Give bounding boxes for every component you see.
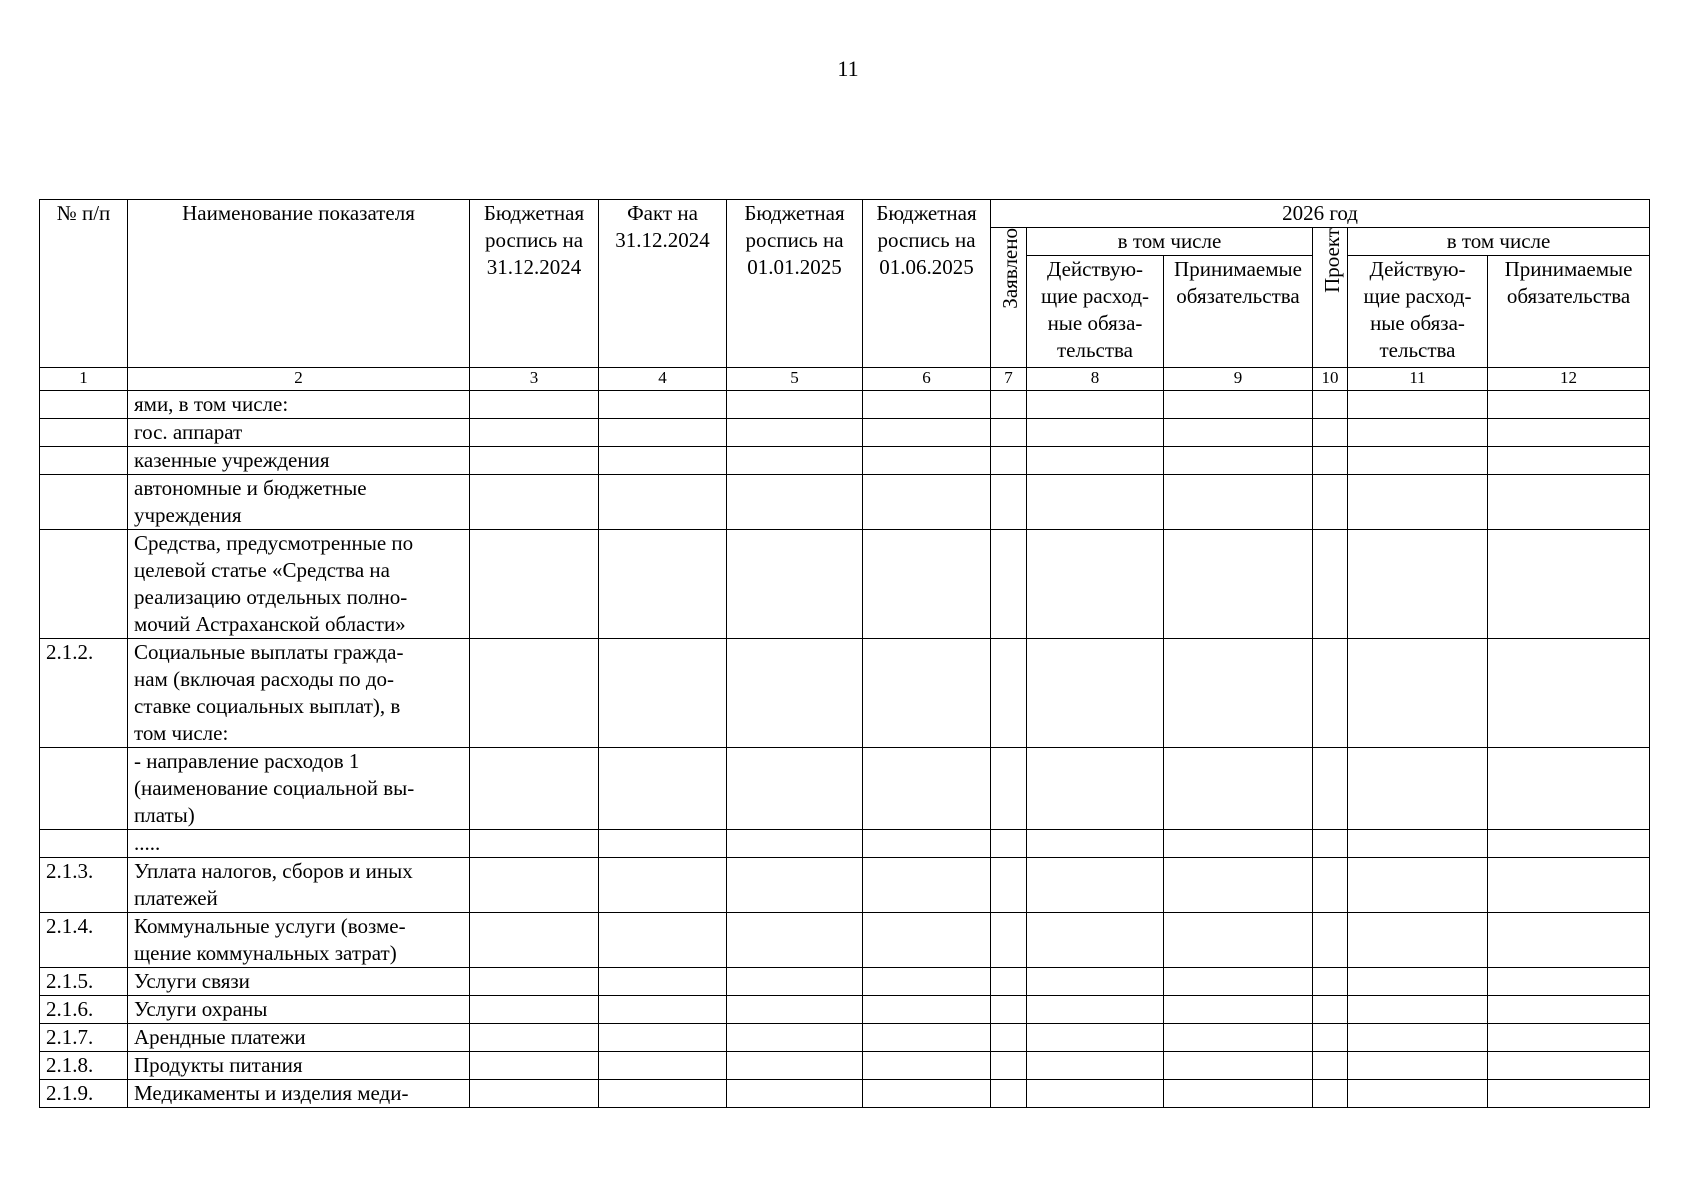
value-cell (1488, 968, 1650, 996)
value-cell (727, 1024, 863, 1052)
row-name: Средства, предусмотренные по целевой статье «Средства на реализацию отдельных полно- мочий Астраханской области» (128, 530, 470, 639)
value-cell (1164, 858, 1313, 913)
value-cell (991, 913, 1027, 968)
value-cell (1313, 996, 1348, 1024)
value-cell (470, 996, 599, 1024)
row-name: Арендные платежи (128, 1024, 470, 1052)
value-cell (1164, 913, 1313, 968)
value-cell (863, 1024, 991, 1052)
value-cell (991, 475, 1027, 530)
value-cell (470, 858, 599, 913)
table-row (40, 996, 1650, 1024)
header-project-cell (1313, 228, 1348, 368)
row-number: 2.1.2. (40, 639, 128, 748)
value-cell (727, 419, 863, 447)
value-cell (1313, 748, 1348, 830)
column-number: 10 (1313, 368, 1348, 391)
value-cell (991, 419, 1027, 447)
page-number: 11 (837, 56, 859, 81)
row-number (40, 748, 128, 830)
value-cell (1027, 996, 1164, 1024)
row-name: - направление расходов 1 (наименование социальной вы- платы) (128, 748, 470, 830)
value-cell (470, 639, 599, 748)
row-number: 2.1.8. (40, 1052, 128, 1080)
value-cell (863, 968, 991, 996)
header-accepted-obligations-b: Принимаемые обязательства (1488, 256, 1650, 368)
value-cell (1488, 391, 1650, 419)
row-name: гос. аппарат (128, 419, 470, 447)
value-cell (863, 858, 991, 913)
header-num: № п/п (40, 200, 128, 368)
value-cell (470, 475, 599, 530)
value-cell (727, 1052, 863, 1080)
value-cell (727, 475, 863, 530)
header-name: Наименование показателя (128, 200, 470, 368)
value-cell (1488, 475, 1650, 530)
value-cell (599, 996, 727, 1024)
table-row (40, 1024, 1650, 1052)
value-cell (1027, 1052, 1164, 1080)
value-cell (1488, 419, 1650, 447)
value-cell (1313, 639, 1348, 748)
value-cell (1488, 913, 1650, 968)
row-name: автономные и бюджетные учреждения (128, 475, 470, 530)
table-row (40, 639, 1650, 748)
value-cell (727, 639, 863, 748)
value-cell (727, 858, 863, 913)
value-cell (863, 1080, 991, 1108)
value-cell (1027, 830, 1164, 858)
value-cell (1488, 1080, 1650, 1108)
value-cell (863, 530, 991, 639)
column-number: 8 (1027, 368, 1164, 391)
header-current-obligations-b: Действую-щие расход-ные обяза-тельства (1348, 256, 1488, 368)
value-cell (1488, 639, 1650, 748)
row-name: Услуги охраны (128, 996, 470, 1024)
value-cell (727, 830, 863, 858)
header-year: 2026 год (991, 200, 1650, 228)
row-number (40, 419, 128, 447)
value-cell (1348, 1024, 1488, 1052)
value-cell (599, 447, 727, 475)
value-cell (1348, 858, 1488, 913)
value-cell (470, 748, 599, 830)
value-cell (863, 639, 991, 748)
value-cell (991, 996, 1027, 1024)
value-cell (1313, 475, 1348, 530)
value-cell (991, 391, 1027, 419)
value-cell (1164, 968, 1313, 996)
row-name: ..... (128, 830, 470, 858)
table-body (40, 391, 1650, 1108)
value-cell (1027, 1080, 1164, 1108)
value-cell (863, 1052, 991, 1080)
value-cell (470, 447, 599, 475)
value-cell (1348, 996, 1488, 1024)
value-cell (1164, 639, 1313, 748)
value-cell (1488, 748, 1650, 830)
row-name: Коммунальные услуги (возме- щение коммунальных затрат) (128, 913, 470, 968)
value-cell (599, 1080, 727, 1108)
table-row (40, 1080, 1650, 1108)
column-number: 2 (128, 368, 470, 391)
header-c5: Бюджетная роспись на 01.01.2025 (727, 200, 863, 368)
value-cell (1313, 1080, 1348, 1108)
value-cell (991, 858, 1027, 913)
value-cell (1348, 913, 1488, 968)
value-cell (991, 830, 1027, 858)
header-including-b: в том числе (1348, 228, 1650, 256)
value-cell (470, 391, 599, 419)
value-cell (1488, 1024, 1650, 1052)
value-cell (1348, 530, 1488, 639)
value-cell (599, 1024, 727, 1052)
column-number: 1 (40, 368, 128, 391)
row-number (40, 391, 128, 419)
value-cell (1164, 475, 1313, 530)
value-cell (599, 1052, 727, 1080)
value-cell (1348, 419, 1488, 447)
value-cell (863, 748, 991, 830)
header-c3: Бюджетная роспись на 31.12.2024 (470, 200, 599, 368)
budget-table (39, 199, 1650, 1108)
value-cell (991, 1024, 1027, 1052)
row-name: Социальные выплаты гражда- нам (включая расходы по до- ставке социальных выплат), в том числе: (128, 639, 470, 748)
value-cell (1313, 830, 1348, 858)
value-cell (599, 858, 727, 913)
value-cell (863, 391, 991, 419)
value-cell (599, 391, 727, 419)
value-cell (1488, 830, 1650, 858)
column-number: 12 (1488, 368, 1650, 391)
value-cell (1164, 748, 1313, 830)
value-cell (599, 419, 727, 447)
value-cell (1348, 1080, 1488, 1108)
row-number (40, 475, 128, 530)
value-cell (599, 530, 727, 639)
column-number-row (40, 368, 1650, 391)
value-cell (863, 475, 991, 530)
header-c6: Бюджетная роспись на 01.06.2025 (863, 200, 991, 368)
value-cell (1348, 391, 1488, 419)
table-row (40, 1052, 1650, 1080)
value-cell (1027, 748, 1164, 830)
row-name: Продукты питания (128, 1052, 470, 1080)
row-name: ями, в том числе: (128, 391, 470, 419)
column-number: 11 (1348, 368, 1488, 391)
value-cell (1348, 447, 1488, 475)
value-cell (1348, 639, 1488, 748)
value-cell (1313, 968, 1348, 996)
table-row (40, 830, 1650, 858)
row-name: Уплата налогов, сборов и иных платежей (128, 858, 470, 913)
header-accepted-obligations-a: Принимаемые обязательства (1164, 256, 1313, 368)
value-cell (1488, 447, 1650, 475)
header-project: Проект (1320, 228, 1344, 293)
value-cell (1027, 913, 1164, 968)
value-cell (599, 639, 727, 748)
value-cell (1027, 968, 1164, 996)
value-cell (599, 830, 727, 858)
header-declared: Заявлено (998, 228, 1022, 309)
value-cell (1313, 1024, 1348, 1052)
value-cell (991, 748, 1027, 830)
column-number: 3 (470, 368, 599, 391)
table-row (40, 748, 1650, 830)
header-c4: Факт на 31.12.2024 (599, 200, 727, 368)
value-cell (470, 1024, 599, 1052)
value-cell (1164, 530, 1313, 639)
value-cell (1488, 996, 1650, 1024)
value-cell (1313, 447, 1348, 475)
value-cell (727, 748, 863, 830)
column-number: 4 (599, 368, 727, 391)
value-cell (727, 913, 863, 968)
value-cell (1348, 968, 1488, 996)
row-name: казенные учреждения (128, 447, 470, 475)
column-number: 7 (991, 368, 1027, 391)
value-cell (1164, 1080, 1313, 1108)
value-cell (991, 968, 1027, 996)
row-number: 2.1.6. (40, 996, 128, 1024)
column-number: 9 (1164, 368, 1313, 391)
header-current-obligations-a: Действую-щие расход-ные обяза-тельства (1027, 256, 1164, 368)
value-cell (991, 1080, 1027, 1108)
value-cell (863, 913, 991, 968)
value-cell (727, 447, 863, 475)
value-cell (599, 913, 727, 968)
value-cell (1027, 391, 1164, 419)
value-cell (1027, 639, 1164, 748)
value-cell (1348, 475, 1488, 530)
row-number (40, 830, 128, 858)
value-cell (1313, 391, 1348, 419)
value-cell (470, 1080, 599, 1108)
value-cell (599, 748, 727, 830)
column-number: 6 (863, 368, 991, 391)
table-row (40, 858, 1650, 913)
value-cell (863, 830, 991, 858)
value-cell (470, 530, 599, 639)
value-cell (727, 1080, 863, 1108)
value-cell (1313, 1052, 1348, 1080)
value-cell (1348, 1052, 1488, 1080)
row-number (40, 447, 128, 475)
value-cell (1027, 447, 1164, 475)
row-name: Медикаменты и изделия меди- (128, 1080, 470, 1108)
table-row (40, 447, 1650, 475)
value-cell (1348, 748, 1488, 830)
value-cell (727, 391, 863, 419)
value-cell (1488, 1052, 1650, 1080)
value-cell (1027, 858, 1164, 913)
table-row (40, 968, 1650, 996)
value-cell (1027, 419, 1164, 447)
row-number: 2.1.3. (40, 858, 128, 913)
value-cell (863, 419, 991, 447)
row-number: 2.1.9. (40, 1080, 128, 1108)
table-row (40, 913, 1650, 968)
value-cell (863, 996, 991, 1024)
table-row (40, 419, 1650, 447)
row-number (40, 530, 128, 639)
value-cell (1488, 530, 1650, 639)
value-cell (727, 530, 863, 639)
row-number: 2.1.5. (40, 968, 128, 996)
value-cell (1313, 913, 1348, 968)
value-cell (991, 530, 1027, 639)
value-cell (1164, 391, 1313, 419)
table-row (40, 475, 1650, 530)
header-including-a: в том числе (1027, 228, 1313, 256)
value-cell (1313, 858, 1348, 913)
value-cell (1164, 1024, 1313, 1052)
table-row (40, 530, 1650, 639)
value-cell (599, 968, 727, 996)
value-cell (1488, 858, 1650, 913)
value-cell (1164, 447, 1313, 475)
value-cell (470, 968, 599, 996)
value-cell (470, 1052, 599, 1080)
value-cell (1348, 830, 1488, 858)
value-cell (470, 830, 599, 858)
value-cell (1164, 1052, 1313, 1080)
column-number: 5 (727, 368, 863, 391)
header-declared-cell (991, 228, 1027, 368)
value-cell (1313, 530, 1348, 639)
value-cell (1027, 530, 1164, 639)
value-cell (470, 419, 599, 447)
value-cell (1164, 419, 1313, 447)
row-number: 2.1.4. (40, 913, 128, 968)
value-cell (1027, 1024, 1164, 1052)
value-cell (727, 968, 863, 996)
value-cell (1313, 419, 1348, 447)
value-cell (1164, 830, 1313, 858)
value-cell (599, 475, 727, 530)
value-cell (991, 1052, 1027, 1080)
value-cell (727, 996, 863, 1024)
value-cell (991, 639, 1027, 748)
row-name: Услуги связи (128, 968, 470, 996)
value-cell (1027, 475, 1164, 530)
value-cell (1164, 996, 1313, 1024)
value-cell (470, 913, 599, 968)
value-cell (863, 447, 991, 475)
table-row (40, 391, 1650, 419)
value-cell (991, 447, 1027, 475)
row-number: 2.1.7. (40, 1024, 128, 1052)
